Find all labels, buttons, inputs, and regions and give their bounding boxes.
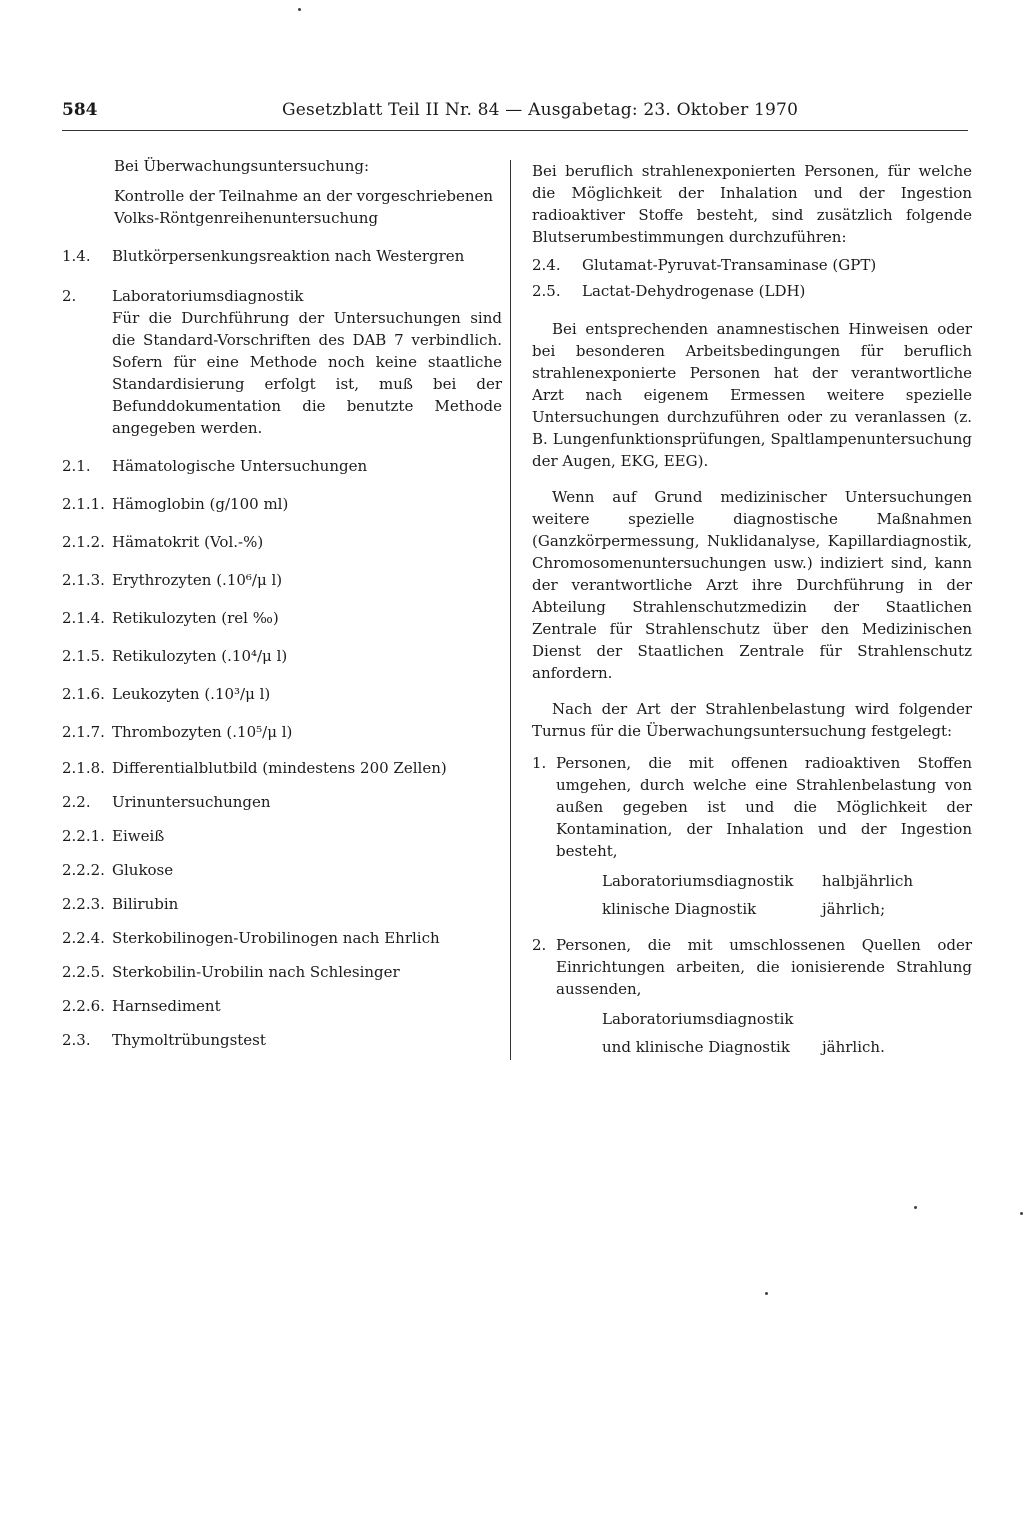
schedule-label: klinische Diagnostik bbox=[602, 900, 757, 918]
item-text: Sterkobilinogen-Urobilinogen nach Ehrlich bbox=[112, 929, 440, 947]
list-item bbox=[62, 531, 502, 553]
item-number: 2.2.3. bbox=[62, 895, 105, 913]
item-text: Differentialblutbild (mindestens 200 Zellen) bbox=[112, 759, 447, 777]
page-number: 584 bbox=[62, 100, 98, 120]
item-number: 2.1.8. bbox=[62, 759, 105, 777]
list-item bbox=[62, 859, 502, 881]
item-text: Personen, die mit umschlossenen Quellen oder Einrichtungen arbeiten, die ionisierende Strahlung aussenden, bbox=[556, 936, 972, 998]
schedule-row bbox=[602, 1008, 972, 1030]
item-text: Eiweiß bbox=[112, 827, 165, 845]
scan-speck bbox=[914, 1206, 917, 1209]
item-number: 2.2.5. bbox=[62, 963, 105, 981]
list-item bbox=[62, 927, 502, 949]
item-number: 2.3. bbox=[62, 1031, 91, 1049]
item-text: Thymoltrübungstest bbox=[112, 1031, 266, 1049]
item-text: Leukozyten (.10³/μ l) bbox=[112, 685, 271, 703]
list-item bbox=[532, 934, 972, 1000]
item-number: 2.1.5. bbox=[62, 647, 105, 665]
item-text: Glukose bbox=[112, 861, 174, 879]
item-number: 2.1.6. bbox=[62, 685, 105, 703]
list-item bbox=[62, 607, 502, 629]
intro-heading: Bei Überwachungsuntersuchung: bbox=[114, 157, 370, 175]
item-number: 2.5. bbox=[532, 282, 561, 300]
item-number: 2.1.2. bbox=[62, 533, 105, 551]
paragraph: Nach der Art der Strahlenbelastung wird folgender Turnus für die Überwachungsuntersuchung festgelegt: bbox=[532, 700, 972, 740]
list-item bbox=[532, 280, 972, 302]
running-head: Gesetzblatt Teil II Nr. 84 — Ausgabetag: 23. Oktober 1970 bbox=[282, 100, 799, 120]
lab-paragraph: Für die Durchführung der Untersuchungen sind die Standard-Vorschriften des DAB 7 verbindlich. Sofern für eine Methode noch keine staatliche Standardisierung erfolgt ist, muß bei der Befunddokumentation die benutzte Methode angegeben werden. bbox=[112, 309, 502, 437]
item-number: 2. bbox=[62, 287, 77, 305]
item-number: 2. bbox=[532, 936, 547, 954]
item-text: Lactat-Dehydrogenase (LDH) bbox=[582, 282, 806, 300]
schedule-row bbox=[602, 898, 972, 920]
list-item bbox=[62, 645, 502, 667]
list-item bbox=[62, 493, 502, 515]
page-header bbox=[62, 100, 968, 128]
item-number: 2.2.1. bbox=[62, 827, 105, 845]
list-item bbox=[62, 893, 502, 915]
item-text: Glutamat-Pyruvat-Transaminase (GPT) bbox=[582, 256, 877, 274]
list-item bbox=[62, 721, 502, 743]
left-column bbox=[62, 155, 502, 1051]
column-divider bbox=[510, 160, 511, 1060]
list-item bbox=[532, 752, 972, 862]
item-text: Laboratoriumsdiagnostik bbox=[112, 287, 304, 305]
item-text: Bilirubin bbox=[112, 895, 179, 913]
item-text: Retikulozyten (.10⁴/μ l) bbox=[112, 647, 288, 665]
item-text: Blutkörpersenkungsreaktion nach Westergren bbox=[112, 247, 465, 265]
scan-speck bbox=[1020, 1212, 1023, 1215]
item-number: 2.2.2. bbox=[62, 861, 105, 879]
item-number: 2.1.4. bbox=[62, 609, 105, 627]
list-item bbox=[62, 995, 502, 1017]
schedule-label: und klinische Diagnostik bbox=[602, 1038, 790, 1056]
item-number: 1.4. bbox=[62, 247, 91, 265]
list-item bbox=[62, 791, 502, 813]
right-column bbox=[532, 160, 972, 1058]
item-text: Harnsediment bbox=[112, 997, 221, 1015]
schedule-label: Laboratoriumsdiagnostik bbox=[602, 872, 794, 890]
list-item bbox=[62, 455, 502, 477]
schedule-frequency: jährlich; bbox=[822, 900, 886, 918]
item-number: 2.1. bbox=[62, 457, 91, 475]
list-item bbox=[62, 1029, 502, 1051]
schedule-row bbox=[602, 1036, 972, 1058]
list-item bbox=[62, 245, 502, 267]
list-item bbox=[532, 254, 972, 276]
item-number: 2.2. bbox=[62, 793, 91, 811]
schedule-frequency: halbjährlich bbox=[822, 872, 914, 890]
intro-text: Kontrolle der Teilnahme an der vorgeschriebenen Volks-Röntgenreihenuntersuchung bbox=[114, 187, 494, 227]
schedule-frequency bbox=[822, 1008, 972, 1030]
item-number: 2.1.3. bbox=[62, 571, 105, 589]
list-item bbox=[62, 683, 502, 705]
list-item bbox=[62, 285, 502, 439]
item-number: 2.1.1. bbox=[62, 495, 105, 513]
scan-speck bbox=[765, 1292, 768, 1295]
header-rule bbox=[62, 130, 968, 131]
item-text: Hämatologische Untersuchungen bbox=[112, 457, 368, 475]
item-number: 2.4. bbox=[532, 256, 561, 274]
item-number: 2.2.4. bbox=[62, 929, 105, 947]
item-text: Thrombozyten (.10⁵/μ l) bbox=[112, 723, 293, 741]
paragraph: Wenn auf Grund medizinischer Untersuchungen weitere spezielle diagnostische Maßnahmen (Ganzkörpermessung, Nuklidanalyse, Kapillardiagnostik, Chromosomenuntersuchungen usw.) indiziert sind, kann der verantwortliche Arzt ihre Durchführung in der Abteilung Strahlenschutzmedizin der Staatlichen Zentrale für Strahlenschutz über den Medizinischen Dienst der Staatlichen Zentrale für Strahlenschutz anfordern. bbox=[532, 488, 972, 682]
item-text: Erythrozyten (.10⁶/μ l) bbox=[112, 571, 283, 589]
scan-speck bbox=[298, 8, 301, 11]
item-number: 2.2.6. bbox=[62, 997, 105, 1015]
list-item bbox=[62, 757, 502, 779]
item-text: Sterkobilin-Urobilin nach Schlesinger bbox=[112, 963, 400, 981]
paragraph: Bei entsprechenden anamnestischen Hinweisen oder bei besonderen Arbeitsbedingungen für beruflich strahlenexponierte Personen hat der verantwortliche Arzt nach eigenem Ermessen weitere spezielle Untersuchungen durchzuführen oder zu veranlassen (z. B. Lungenfunktionsprüfungen, Spaltlampenuntersuchung der Augen, EKG, EEG). bbox=[532, 320, 972, 470]
item-text: Hämatokrit (Vol.-%) bbox=[112, 533, 264, 551]
item-text: Retikulozyten (rel ‰) bbox=[112, 609, 279, 627]
item-number: 1. bbox=[532, 754, 547, 772]
paragraph: Bei beruflich strahlenexponierten Personen, für welche die Möglichkeit der Inhalation und der Ingestion radioaktiver Stoffe besteht, sind zusätzlich folgende Blutserumbestimmungen durchzuführen: bbox=[532, 162, 972, 246]
schedule-label: Laboratoriumsdiagnostik bbox=[602, 1010, 794, 1028]
list-item bbox=[62, 961, 502, 983]
item-number: 2.1.7. bbox=[62, 723, 105, 741]
item-text: Hämoglobin (g/100 ml) bbox=[112, 495, 289, 513]
list-item bbox=[62, 569, 502, 591]
item-text: Urinuntersuchungen bbox=[112, 793, 271, 811]
schedule-frequency: jährlich. bbox=[822, 1038, 885, 1056]
list-item bbox=[62, 825, 502, 847]
item-text: Personen, die mit offenen radioaktiven Stoffen umgehen, durch welche eine Strahlenbelastung von außen gegeben ist und die Möglichkeit der Kontamination, der Inhalation und der Ingestion besteht, bbox=[556, 754, 972, 860]
schedule-row bbox=[602, 870, 972, 892]
